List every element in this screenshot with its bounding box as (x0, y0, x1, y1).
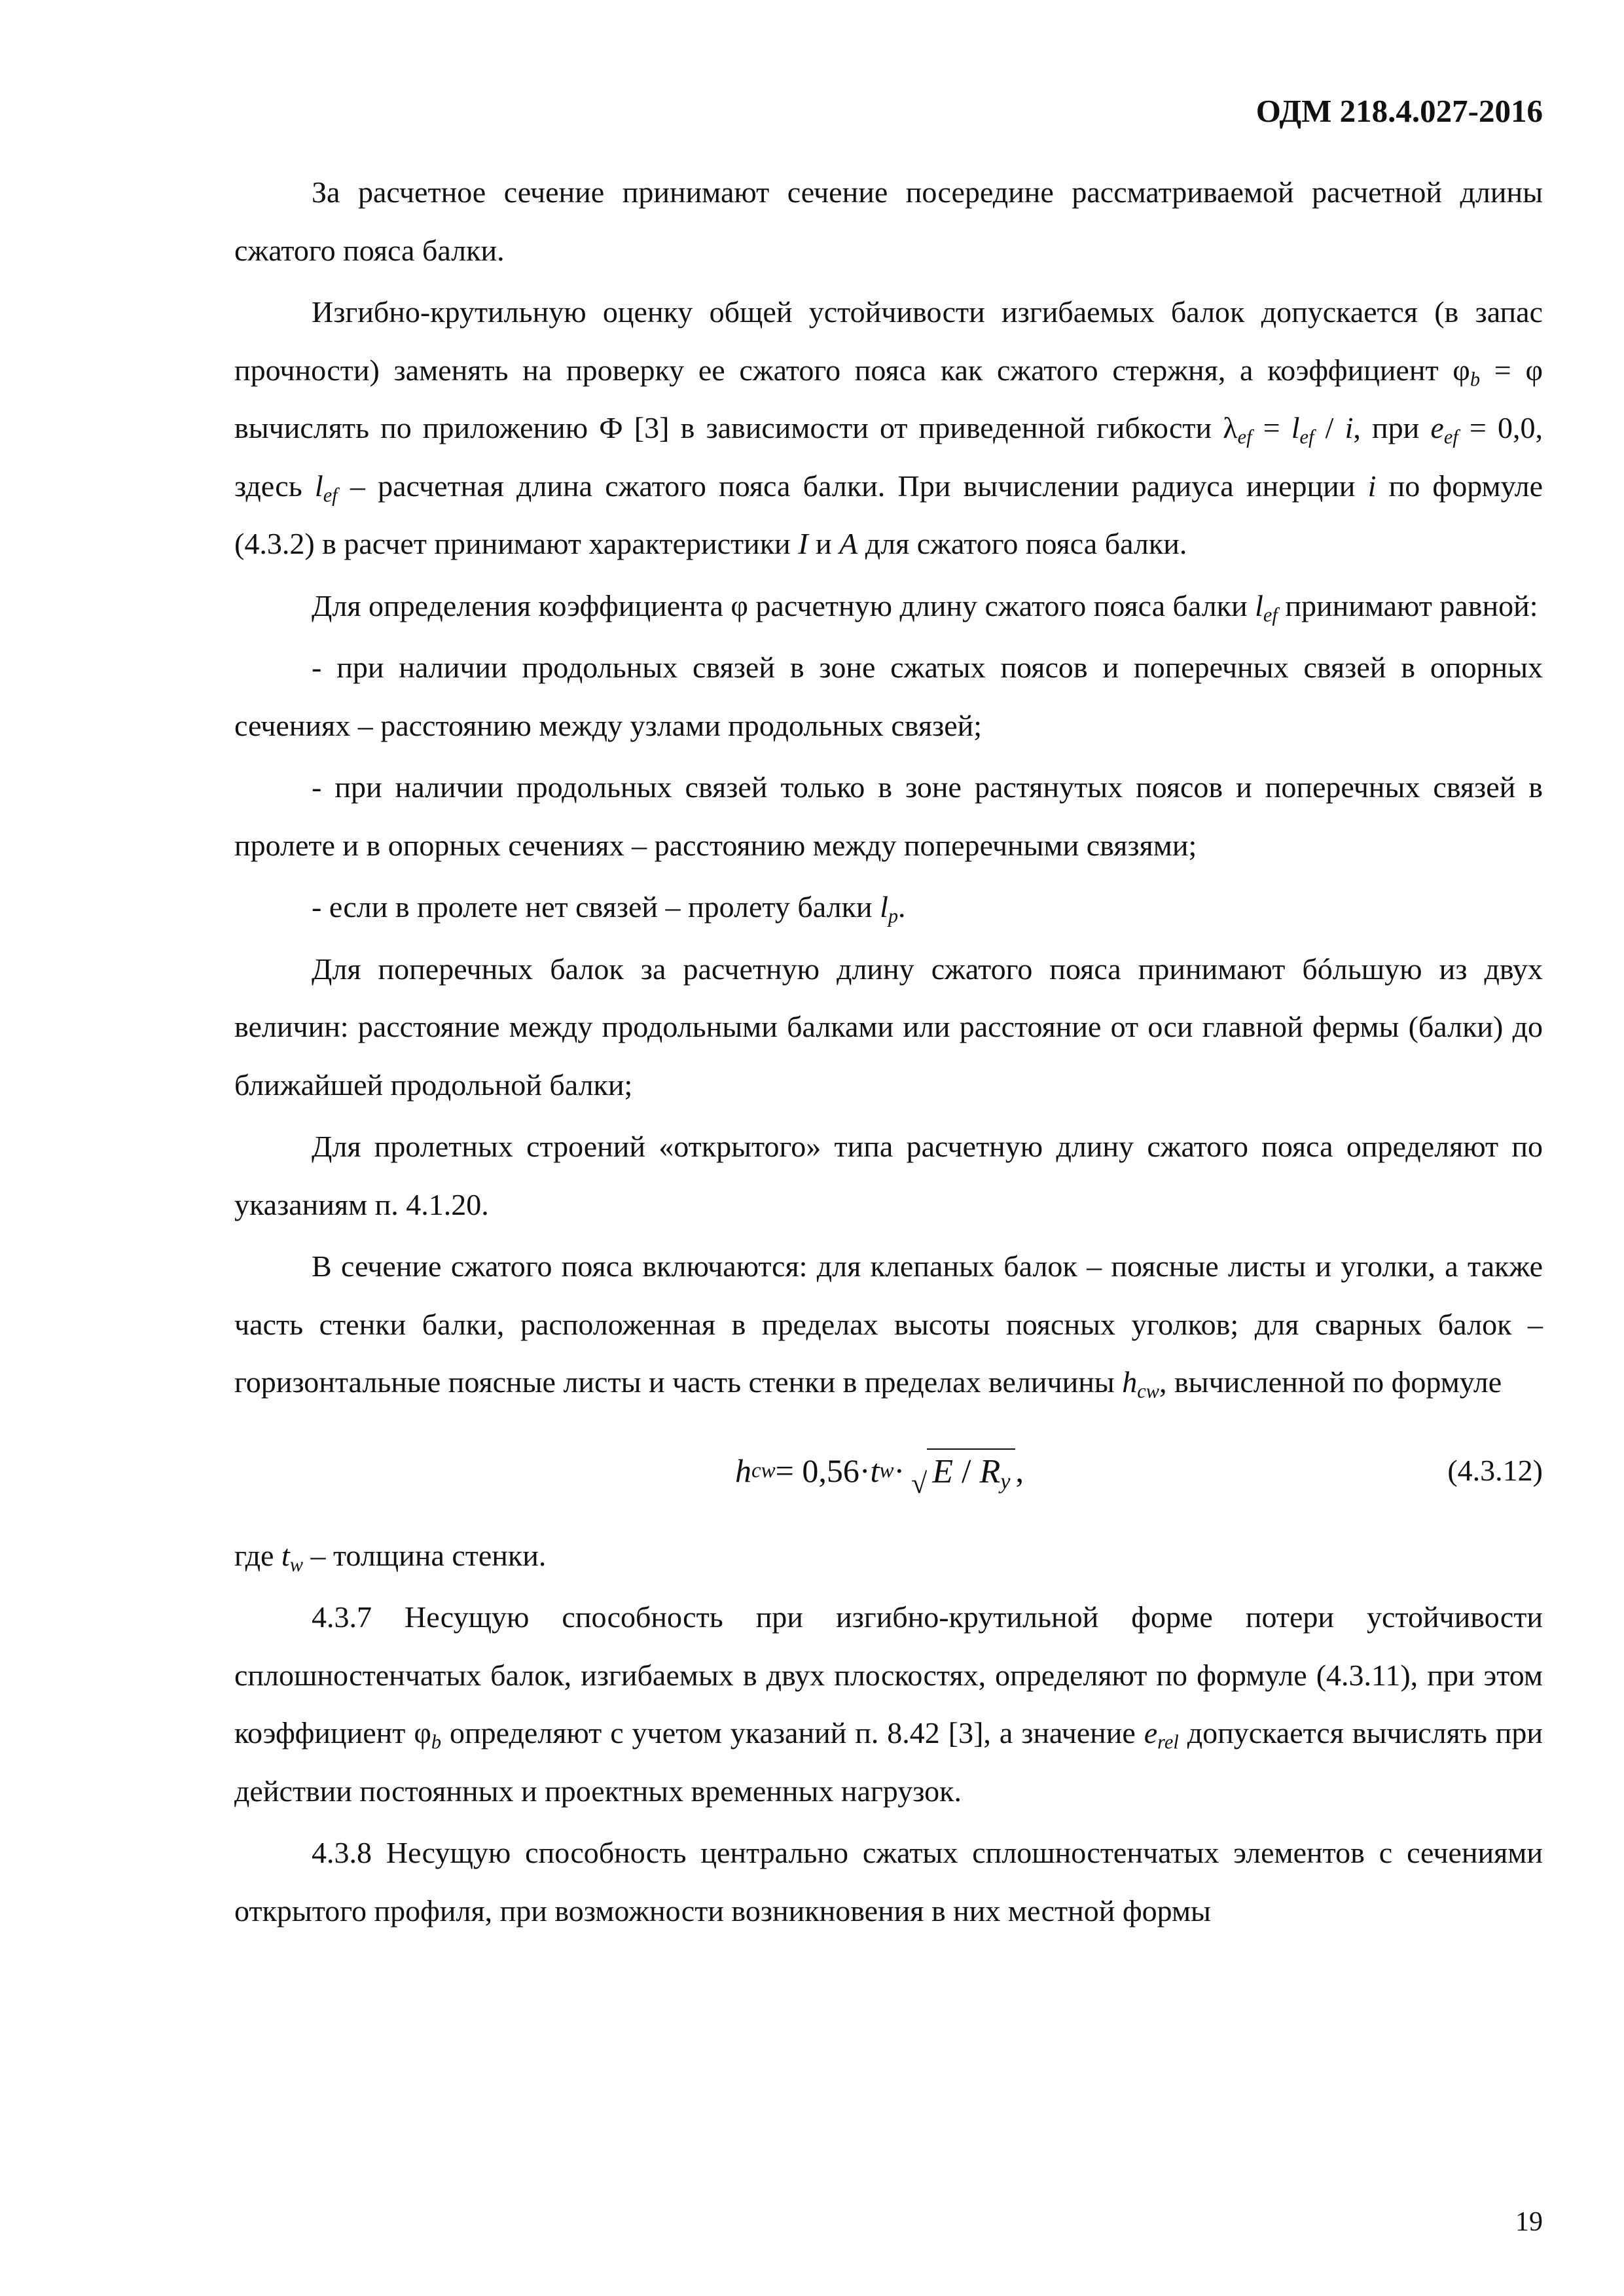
document-body (234, 164, 1543, 1944)
page-number: 19 (1515, 2207, 1543, 2237)
list-item-longitudinal-bracing: - при наличии продольных связей в зоне сжатых поясов и поперечных связей в опорных сечениях – расстоянию между узлами продольных связей; (234, 651, 1543, 742)
document-code-header: ОДМ 218.4.027-2016 (1255, 93, 1543, 129)
paragraph-effective-length-intro: Для определения коэффициента φ расчетную длину сжатого пояса балки $l_{ef}$ принимают равной: (312, 588, 1538, 626)
list-item-no-bracing: - если в пролете нет связей – пролету балки $l_p$. (312, 890, 906, 927)
radicand: E / $R_y$ (927, 1448, 1015, 1493)
list-item-tension-chord-bracing: - при наличии продольных связей только в зоне растянутых поясов и поперечных связей в пролете и в опорных сечениях – расстоянию между поперечными связями; (234, 770, 1543, 862)
paragraph-open-type-spans: Для пролетных строений «открытого» типа расчетную длину сжатого пояса определяют по указаниям п. 4.1.20. (234, 1130, 1543, 1221)
paragraph-4-3-7: 4.3.7 Несущую способность при изгибно-крутильной форме потери устойчивости сплошностенчатых балок, изгибаемых в двух плоскостях, определяют по формуле (4.3.11), при этом коэффициент $\varphi_b$ определяют с учетом указаний п. 8.42 [3], а значение $e_{rel}$ допускается вычислять при действии постоянных и проектных временных нагрузок. (234, 1600, 1543, 1808)
radical-sign-icon: √ (911, 1467, 928, 1499)
formula-number: (4.3.12) (1447, 1453, 1543, 1487)
paragraph-design-section: За расчетное сечение принимают сечение посередине рассматриваемой расчетной длины сжатого пояса балки. (234, 175, 1543, 267)
formula-expression: h cw = 0,56· t w · √ E / $R_y$ , (735, 1438, 1024, 1503)
paragraph-compressed-chord-section: В сечение сжатого пояса включаются: для клепаных балок – поясные листы и уголки, а также часть стенки балки, расположенная в пределах высоты поясных уголков; для сварных балок – горизонтальные поясные листы и часть стенки в пределах величины $h_{cw}$, вычисленной по формуле (234, 1249, 1543, 1403)
formula-4-3-12 (234, 1424, 1543, 1522)
paragraph-4-3-8: 4.3.8 Несущую способность центрально сжатых сплошностенчатых элементов с сечениями открытого профиля, при возможности возникновения в них местной формы (234, 1836, 1543, 1928)
paragraph-flexural-torsional-check: Изгибно-крутильную оценку общей устойчивости изгибаемых балок допускается (в запас прочности) заменять на проверку ее сжатого пояса как сжатого стержня, а коэффициент $\varphi_b = \varphi$ вычислять по приложению Ф [3] в зависимости от приведенной гибкости $\lambda_{ef} = l_{ef} / i$, при $e_{ef} = 0,0$, здесь $l_{ef}$ – расчетная длина сжатого пояса балки. При вычислении радиуса инерции i по формуле (4.3.2) в расчет принимают характеристики I и A для сжатого пояса балки. (234, 295, 1543, 560)
square-root (911, 1448, 1015, 1499)
formula-legend: где $t_w$ – толщина стенки. (234, 1538, 547, 1575)
paragraph-cross-beams: Для поперечных балок за расчетную длину сжатого пояса принимают бóльшую из двух величин: расстояние между продольными балками или расстояние от оси главной фермы (балки) до ближайшей продольной балки; (234, 952, 1543, 1102)
